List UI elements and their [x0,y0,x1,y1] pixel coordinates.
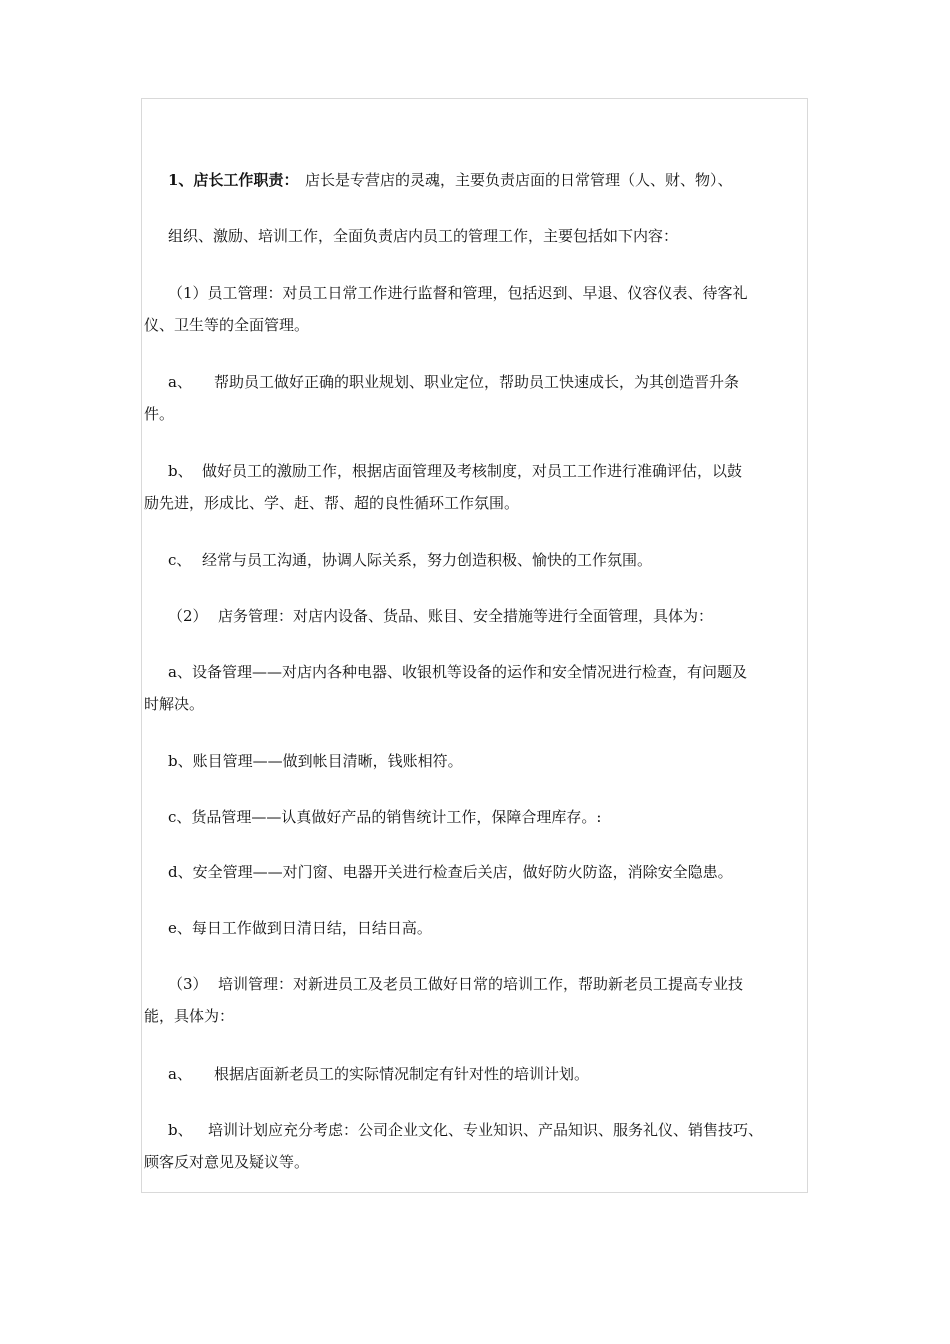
paragraph-line: a、设备管理——对店内各种电器、收银机等设备的运作和安全情况进行检查，有问题及 [168,663,747,681]
list-marker: （3） [168,975,208,993]
paragraph-line: （1）员工管理：对员工日常工作进行监督和管理，包括迟到、早退、仪容仪表、待客礼 [168,284,748,302]
paragraph-line: 培训计划应充分考虑：公司企业文化、专业知识、产品知识、服务礼仪、销售技巧、 [208,1121,764,1139]
paragraph-line: d、安全管理——对门窗、电器开关进行检查后关店，做好防火防盗，消除安全隐患。 [168,863,733,881]
paragraph-line: 培训管理：对新进员工及老员工做好日常的培训工作，帮助新老员工提高专业技 [218,975,744,993]
paragraph-line: 经常与员工沟通，协调人际关系，努力创造积极、愉快的工作氛围。 [202,551,653,569]
list-marker: c、 [168,551,192,569]
paragraph-line: 仪、卫生等的全面管理。 [144,316,310,334]
paragraph-line: 能，具体为： [144,1007,235,1025]
paragraph-line: e、每日工作做到日清日结，日结日高。 [168,919,432,937]
list-marker: a、 [168,373,192,391]
paragraph-line: 顾客反对意见及疑议等。 [144,1153,310,1171]
paragraph-line: 件。 [144,405,175,423]
paragraph-line: c、货品管理——认真做好产品的销售统计工作，保障合理库存。: [168,808,602,826]
paragraph-line: 做好员工的激励工作，根据店面管理及考核制度，对员工工作进行准确评估，以鼓 [202,462,743,480]
paragraph-line: 根据店面新老员工的实际情况制定有针对性的培训计划。 [214,1065,590,1083]
list-marker: b、 [168,1121,193,1139]
list-marker: （2） [168,607,208,625]
paragraph-line: 店务管理：对店内设备、货品、账目、安全措施等进行全面管理，具体为： [218,607,714,625]
list-marker: b、 [168,462,193,480]
paragraph-line: 店长是专营店的灵魂，主要负责店面的日常管理（人、财、物）、 [305,171,733,189]
paragraph-line: 组织、激励、培训工作，全面负责店内员工的管理工作，主要包括如下内容： [168,227,679,245]
list-marker: a、 [168,1065,192,1083]
page-frame [141,98,808,1193]
section-heading: 1、店长工作职责： [168,171,299,189]
paragraph-line: 帮助员工做好正确的职业规划、职业定位，帮助员工快速成长，为其创造晋升条 [214,373,740,391]
paragraph-line: b、账目管理——做到帐目清晰，钱账相符。 [168,752,463,770]
paragraph-line: 励先进，形成比、学、赶、帮、超的良性循环工作氛围。 [144,494,520,512]
paragraph-line: 时解决。 [144,695,205,713]
